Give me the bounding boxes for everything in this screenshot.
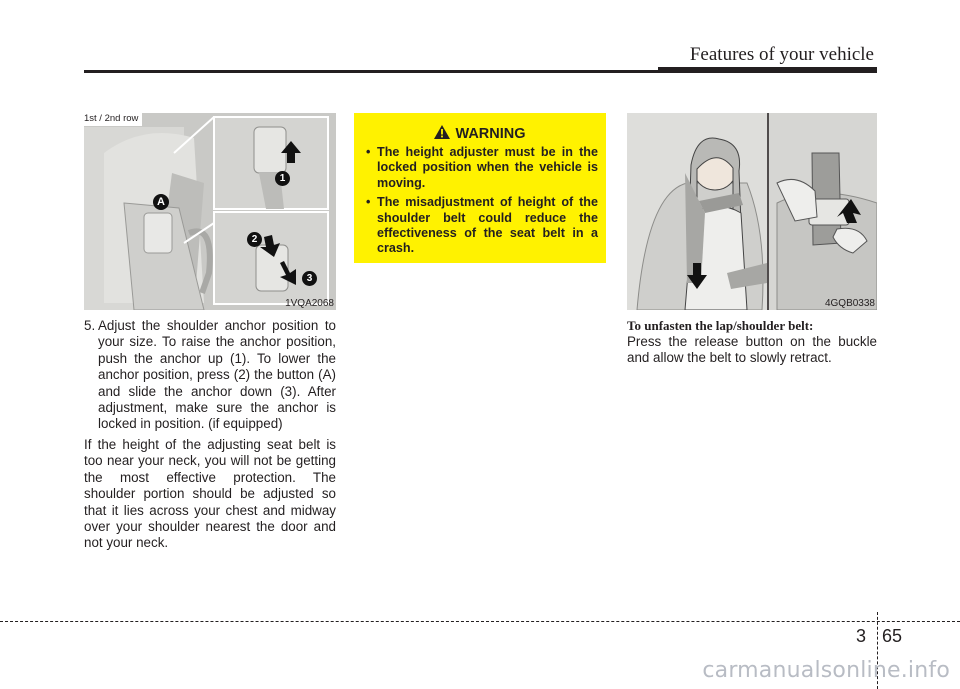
- shoulder-anchor-figure: [84, 113, 336, 310]
- warning-item-text: The misadjustment of height of the shoulder belt could reduce the effectiveness of the seat belt in a crash.: [377, 195, 598, 256]
- step-5: [84, 318, 336, 433]
- figure-code: 1VQA2068: [285, 298, 334, 309]
- warning-title: WARNING: [455, 126, 526, 142]
- row-label: 1st / 2nd row: [84, 113, 142, 126]
- step-number: 5.: [84, 318, 96, 333]
- header-rule-accent: [658, 67, 877, 73]
- warning-heading: [354, 125, 606, 142]
- warning-item: [366, 145, 598, 191]
- shoulder-anchor-illustration: [84, 113, 336, 310]
- footer-rule: [0, 621, 960, 622]
- page-number: 65: [882, 626, 903, 646]
- watermark: carmanualsonline.info: [702, 658, 950, 683]
- step-text: Adjust the shoulder anchor position to your size. To raise the anchor position, push the anchor up (1). To lower the anchor position, press (2) the button (A) and slide the anchor down (3). After adjustment, make sure the anchor is locked in position. (if equipped): [98, 318, 336, 432]
- warning-item: [366, 195, 598, 257]
- warning-item-text: The height adjuster must be in the locked position when the vehicle is moving.: [377, 145, 598, 190]
- belt-height-paragraph: If the height of the adjusting seat belt is too near your neck, you will not be getting the most effective protection. The shoulder portion should be adjusted so that it lies across your chest and midway over your shoulder nearest the door and not your neck.: [84, 437, 336, 551]
- chapter-number: 3: [856, 626, 867, 646]
- marker-2: 2: [247, 232, 262, 247]
- unfasten-heading: To unfasten the lap/shoulder belt:: [627, 318, 814, 333]
- unfasten-belt-figure: [627, 113, 877, 310]
- bullet-icon: •: [366, 145, 371, 159]
- bullet-icon: •: [366, 195, 371, 210]
- unfasten-text: Press the release button on the buckle and allow the belt to slowly retract.: [627, 334, 877, 366]
- marker-a: A: [153, 194, 169, 210]
- marker-1: 1: [275, 171, 290, 186]
- unfasten-belt-illustration: [627, 113, 877, 310]
- marker-3: 3: [302, 271, 317, 286]
- warning-triangle-icon: [434, 125, 450, 139]
- warning-list: [366, 145, 598, 261]
- warning-box: [354, 113, 606, 263]
- page-header-title: Features of your vehicle: [689, 44, 874, 65]
- figure-code: 4GQB0338: [824, 298, 875, 309]
